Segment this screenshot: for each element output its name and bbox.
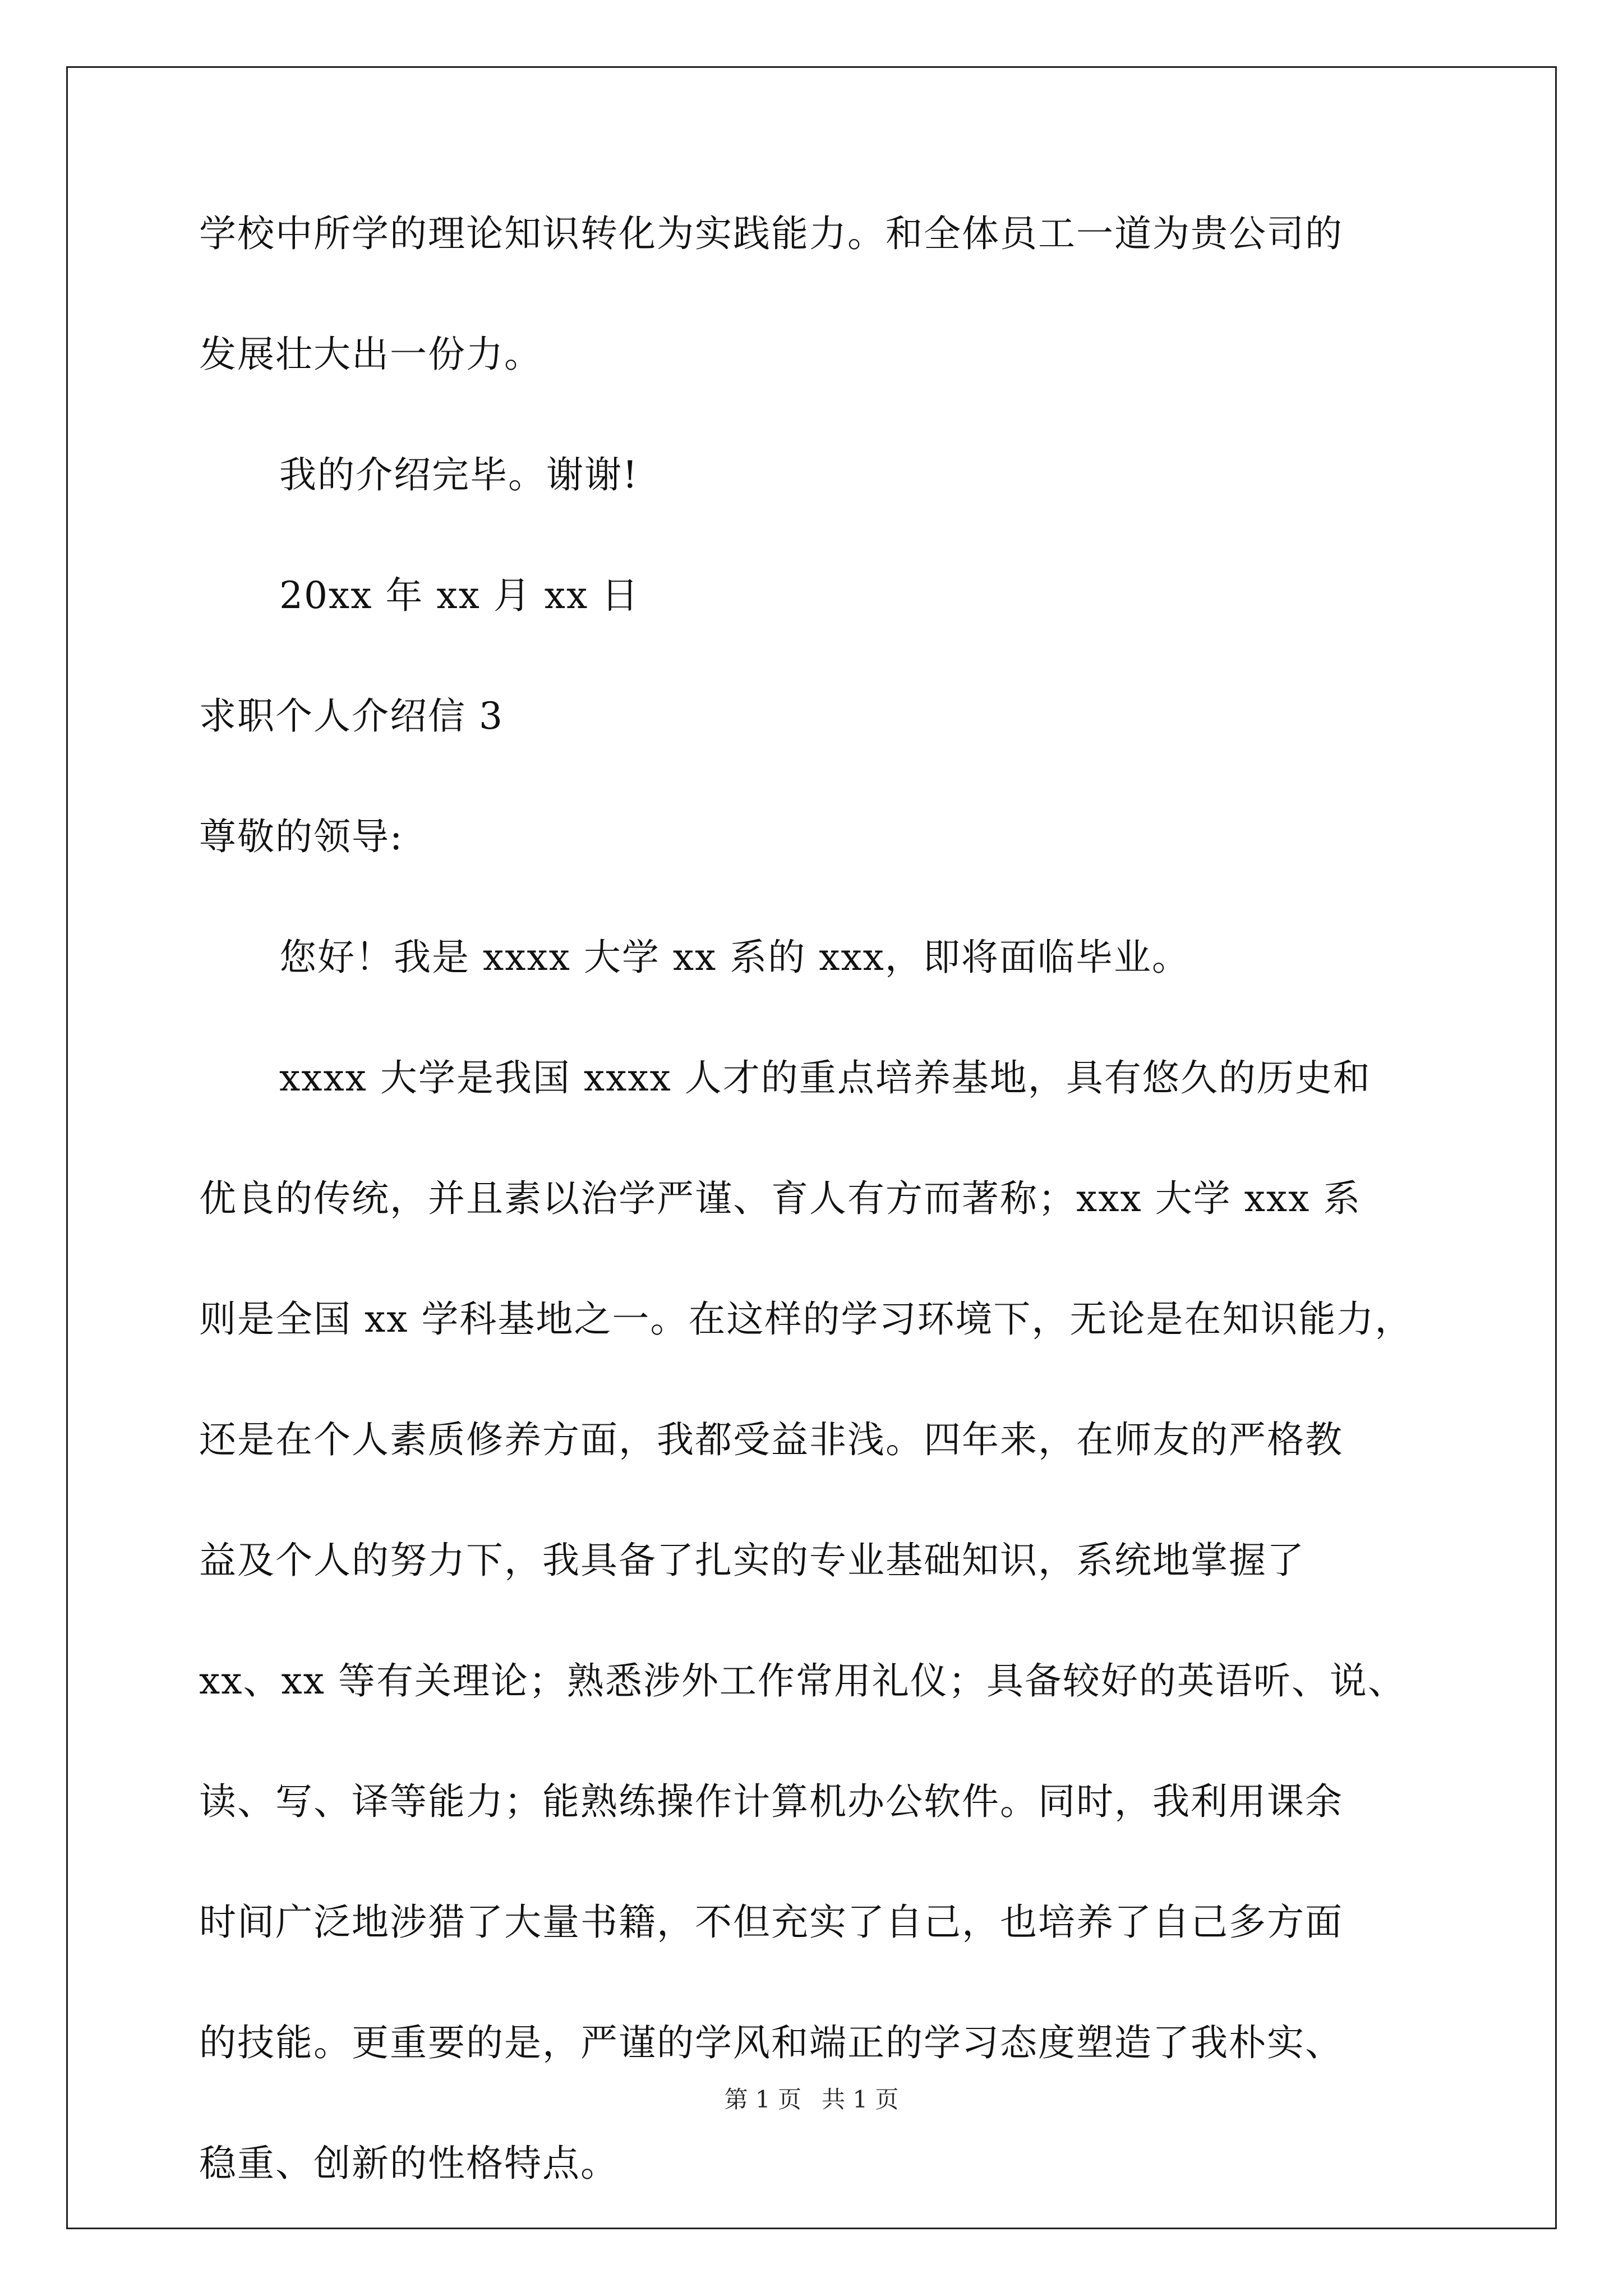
page-number-current: 第 1 页	[724, 2086, 801, 2113]
date-line: 20xx 年 xx 月 xx 日	[279, 574, 640, 617]
page-number-total: 共 1 页	[822, 2086, 899, 2113]
paragraph-line: 时间广泛地涉猎了大量书籍，不但充实了自己，也培养了自己多方面	[199, 1901, 1343, 1944]
paragraph-line: 学校中所学的理论知识转化为实践能力。和全体员工一道为贵公司的	[199, 212, 1343, 255]
paragraph-line: xx、xx 等有关理论；熟悉涉外工作常用礼仪；具备较好的英语听、说、	[199, 1659, 1406, 1703]
paragraph-line: 读、写、译等能力；能熟练操作计算机办公软件。同时，我利用课余	[199, 1780, 1343, 1823]
paragraph-line: xxxx 大学是我国 xxxx 人才的重点培养基地，具有悠久的历史和	[279, 1056, 1371, 1099]
paragraph-line: 益及个人的努力下，我具备了扎实的专业基础知识，系统地掌握了	[199, 1539, 1305, 1582]
paragraph-line: 的技能。更重要的是，严谨的学风和端正的学习态度塑造了我朴实、	[199, 2021, 1343, 2064]
closing-line: 我的介绍完毕。谢谢!	[279, 453, 639, 496]
paragraph-line: 则是全国 xx 学科基地之一。在这样的学习环境下，无论是在知识能力，	[199, 1297, 1413, 1341]
paragraph-line: 您好！我是 xxxx 大学 xx 系的 xxx，即将面临毕业。	[279, 936, 1190, 979]
paragraph-line: 稳重、创新的性格特点。	[199, 2142, 619, 2185]
paragraph-line: 优良的传统，并且素以治学严谨、育人有方而著称；xxx 大学 xxx 系	[199, 1177, 1362, 1220]
page-footer	[0, 2086, 1623, 2114]
paragraph-line: 发展壮大出一份力。	[199, 333, 542, 376]
paragraph-line: 还是在个人素质修养方面，我都受益非浅。四年来，在师友的严格教	[199, 1418, 1343, 1461]
document-body	[199, 213, 1427, 2263]
section-title: 求职个人介绍信 3	[199, 694, 504, 738]
salutation: 尊敬的领导:	[199, 815, 404, 858]
